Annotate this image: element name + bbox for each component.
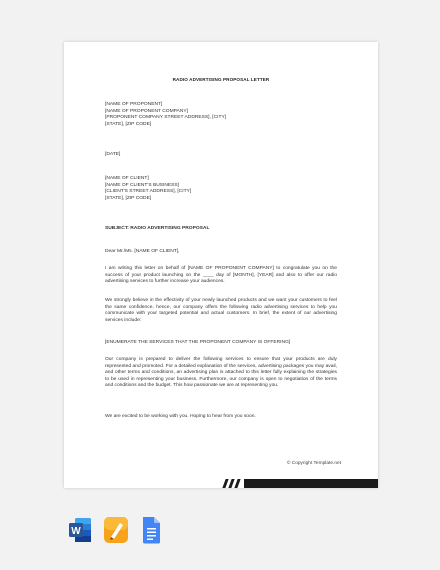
paragraph-closing: We are excited to be working with you. Hoping to hear from you soon.	[105, 414, 256, 419]
copyright-text: © Copyright Template.net	[286, 461, 341, 466]
app-icons	[0, 515, 440, 545]
paragraph-services: We strongly believe in the effectivity of your newly launched products and we want your customers to feel the same confidence, hence, our company offers the following radio advertising services to help you communicate with your targeted potential and actual customers. In brief, the extent of our advertising services include:	[105, 298, 337, 323]
footer-stripe	[234, 479, 240, 488]
paragraph-enumerate: [ENUMERATE THE SERVICES THAT THE PROPONENT COMPANY IS OFFERING]	[105, 340, 291, 345]
recipient-line: [NAME OF CLIENT'S BUSINESS]	[105, 182, 180, 188]
google-docs-icon[interactable]	[141, 515, 161, 550]
recipient-line: [NAME OF CLIENT]	[105, 176, 149, 181]
sender-line: [PROPONENT COMPANY STREET ADDRESS], [CITY]	[105, 115, 227, 121]
letter-subject: SUBJECT: RADIO ADVERTISING PROPOSAL	[105, 226, 210, 231]
document-title: RADIO ADVERTISING PROPOSAL LETTER	[172, 77, 270, 82]
recipient-block	[105, 176, 337, 202]
paragraph-delivery: Our company is prepared to deliver the following services to ensure that your products are duly represented and promoted. For a detailed explanation of the services, advertising packages you may avail, and other terms and conditions, an advertising plan is attached to this letter fully explaining the strategies to be used in representing your business. Furthermore, our company is open to negotiation of the terms and conditions and the budget. This how passionate we are at representing you.	[105, 357, 337, 389]
letter-date: [DATE]	[105, 152, 121, 157]
word-icon-letter: W	[71, 526, 81, 537]
sender-line: [STATE], [ZIP CODE]	[105, 121, 152, 127]
sender-line: [NAME OF PROPONENT]	[105, 102, 163, 107]
document-preview	[64, 42, 378, 488]
recipient-line: [STATE], [ZIP CODE]	[105, 195, 152, 201]
paragraph-intro: I am writing this letter on behalf of [NAME OF PROPONENT COMPANY] to congratulate you on the success of your product launching on the ____ day of [MONTH], [YEAR] and also to offer our radio advertising services to further increase your audiences.	[105, 266, 337, 285]
sender-line: [NAME OF PROPONENT COMPANY]	[105, 108, 188, 114]
footer-bar	[244, 479, 378, 488]
salutation: Dear Mr./Ms. [NAME OF CLIENT],	[105, 249, 180, 254]
sender-block	[105, 102, 337, 128]
word-icon[interactable]	[68, 515, 92, 550]
pages-icon[interactable]	[103, 515, 129, 550]
recipient-line: [CLIENT'S STREET ADDRESS], [CITY]	[105, 189, 192, 195]
